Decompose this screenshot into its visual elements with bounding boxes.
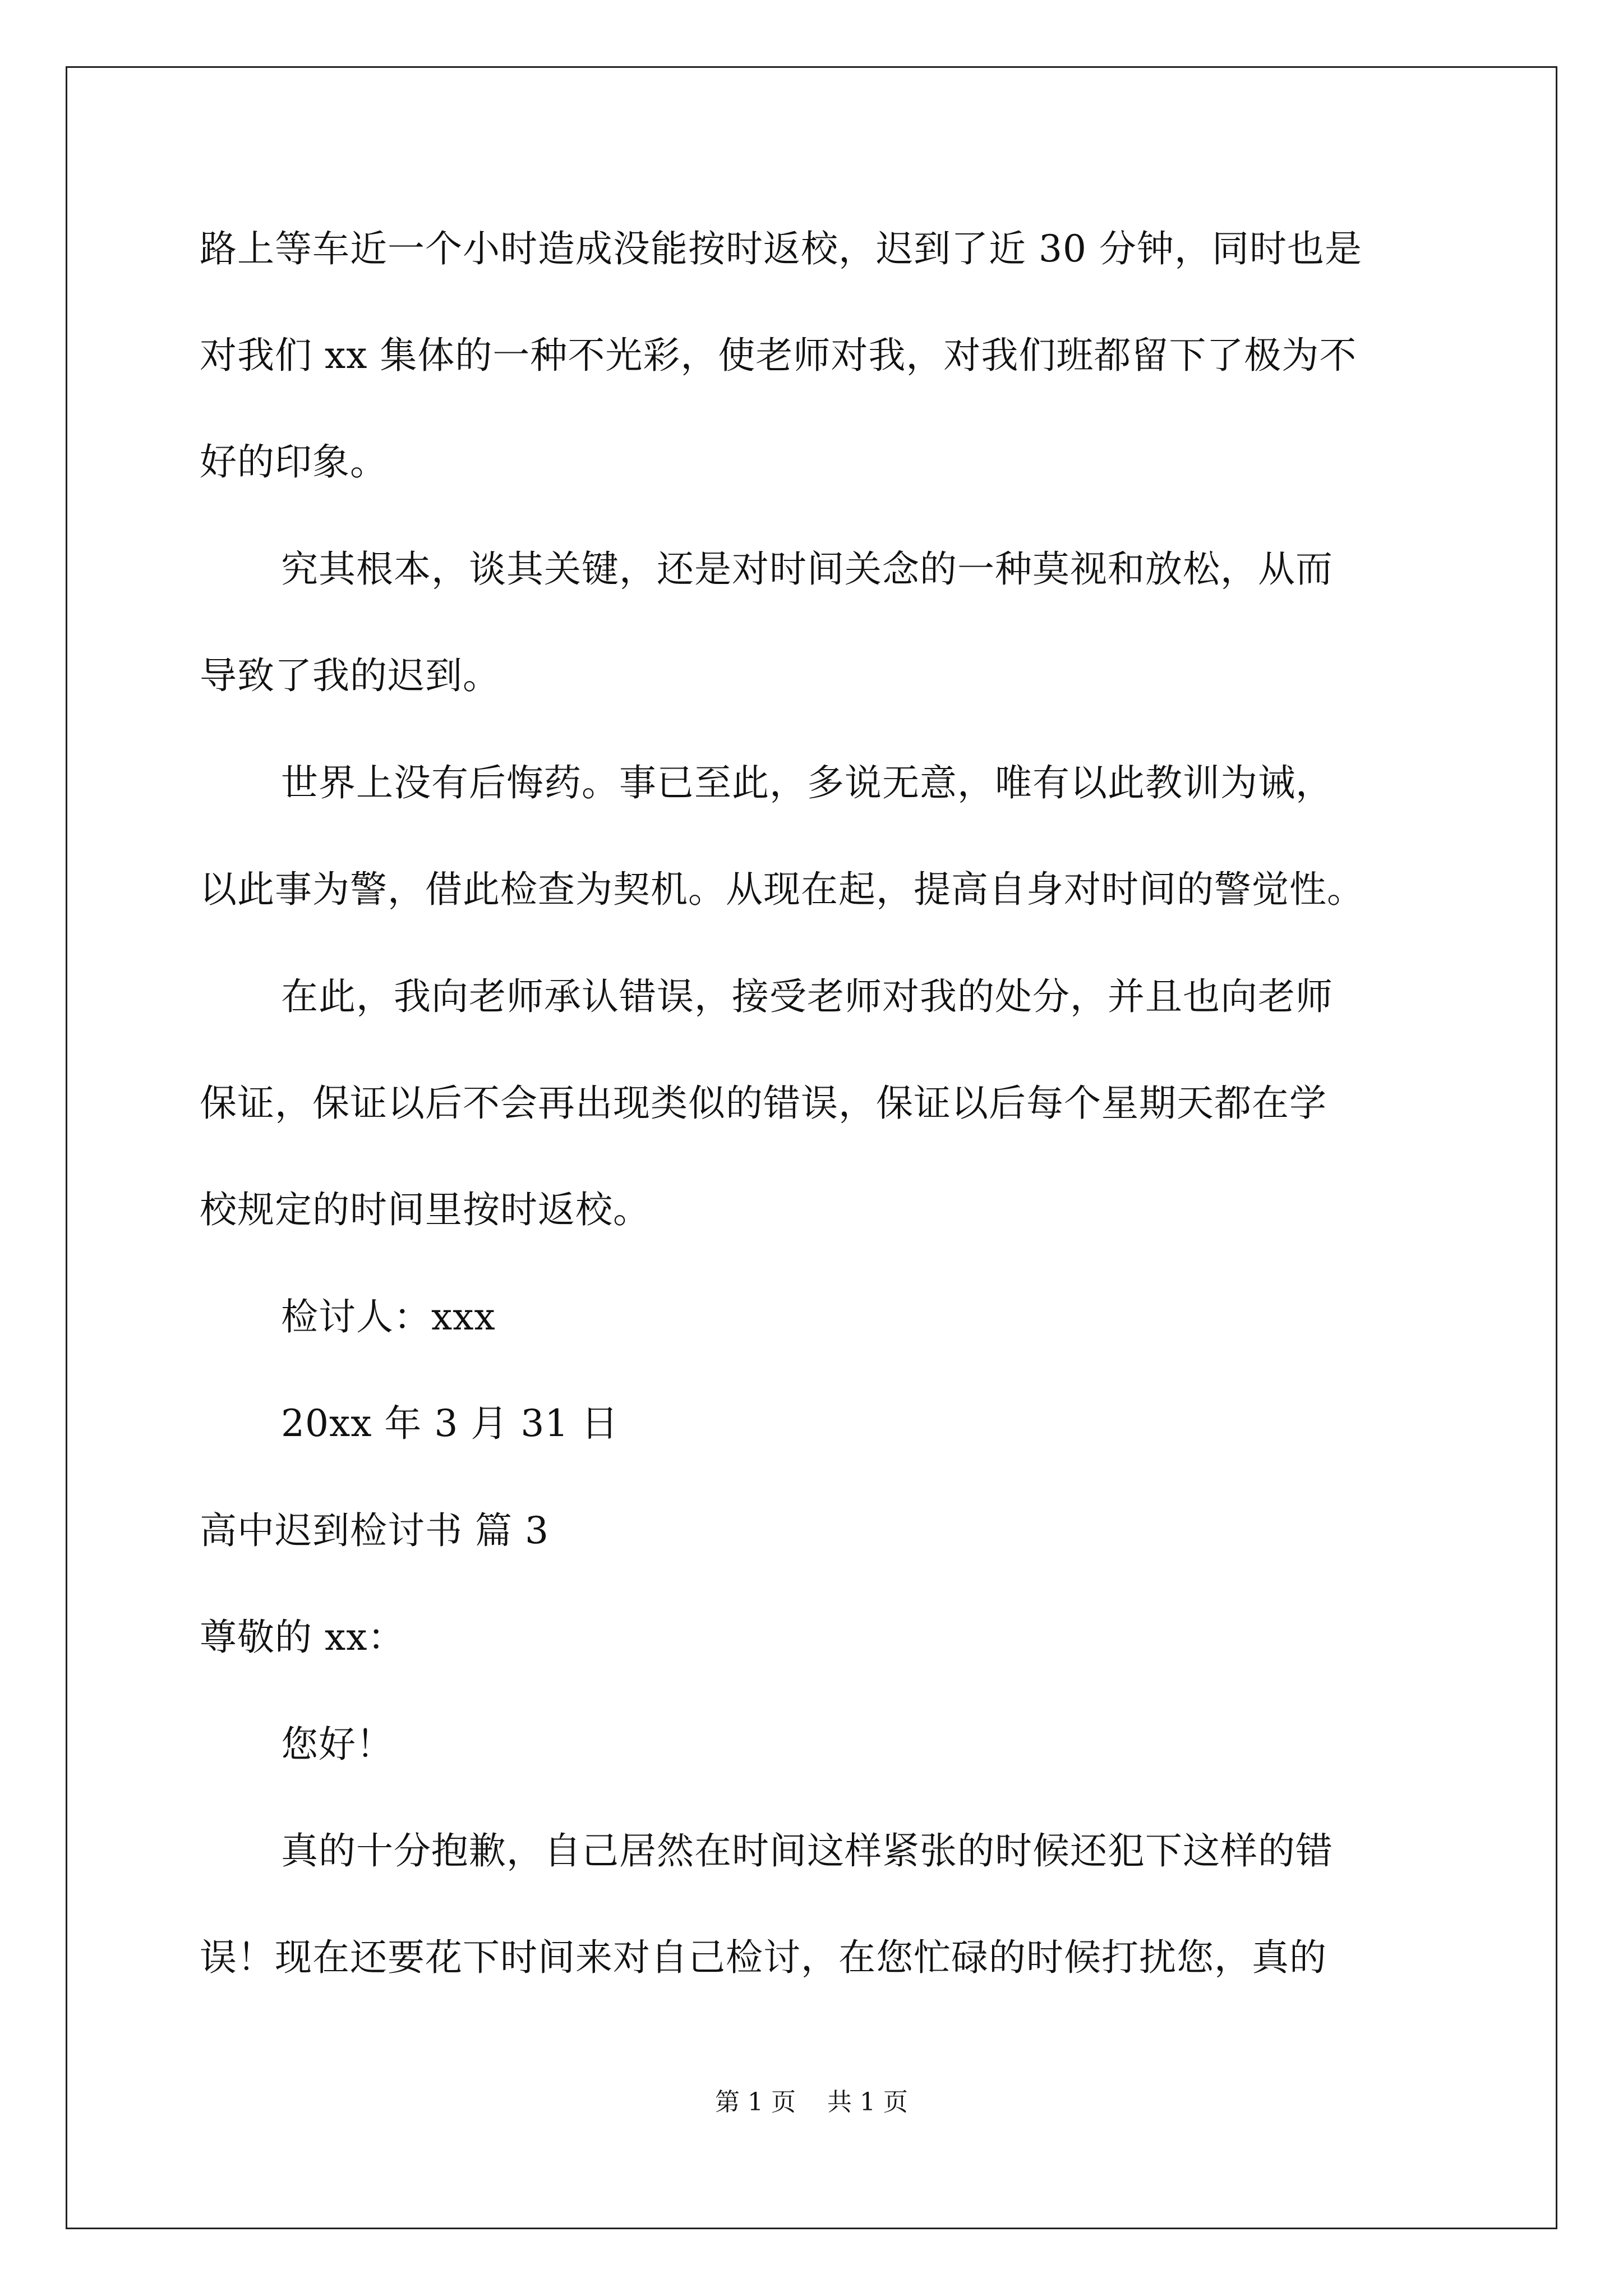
salutation-line: 尊敬的 xx：	[200, 1616, 405, 1659]
paragraph-start-line: 世界上没有后悔药。事已至此，多说无意，唯有以此教训为诫，	[281, 761, 1333, 804]
body-line: 校规定的时间里按时返校。	[200, 1188, 651, 1231]
signer-line: 检讨人：xxx	[281, 1295, 496, 1338]
page-number-footer: 第 1 页 共 1 页	[715, 2088, 908, 2116]
body-line: 保证，保证以后不会再出现类似的错误，保证以后每个星期天都在学	[200, 1082, 1327, 1125]
section-heading: 高中迟到检讨书 篇 3	[200, 1509, 549, 1552]
body-line: 导致了我的迟到。	[200, 654, 500, 697]
body-line: 路上等车近一个小时造成没能按时返校，迟到了近 30 分钟，同时也是	[200, 227, 1362, 270]
body-line: 以此事为警，借此检查为契机。从现在起，提高自身对时间的警觉性。	[200, 868, 1364, 911]
body-line: 误！现在还要花下时间来对自己检讨，在您忙碌的时候打扰您，真的	[200, 1936, 1327, 1979]
body-line: 对我们 xx 集体的一种不光彩，使老师对我，对我们班都留下了极为不	[200, 334, 1357, 377]
greeting-line: 您好！	[281, 1723, 394, 1766]
body-line: 好的印象。	[200, 440, 388, 484]
page-border	[66, 66, 1557, 2229]
date-line: 20xx 年 3 月 31 日	[281, 1402, 619, 1445]
paragraph-start-line: 究其根本，谈其关键，还是对时间关念的一种莫视和放松，从而	[281, 547, 1333, 591]
paragraph-start-line: 真的十分抱歉，自己居然在时间这样紧张的时候还犯下这样的错	[281, 1829, 1333, 1872]
paragraph-start-line: 在此，我向老师承认错误，接受老师对我的处分，并且也向老师	[281, 975, 1333, 1018]
